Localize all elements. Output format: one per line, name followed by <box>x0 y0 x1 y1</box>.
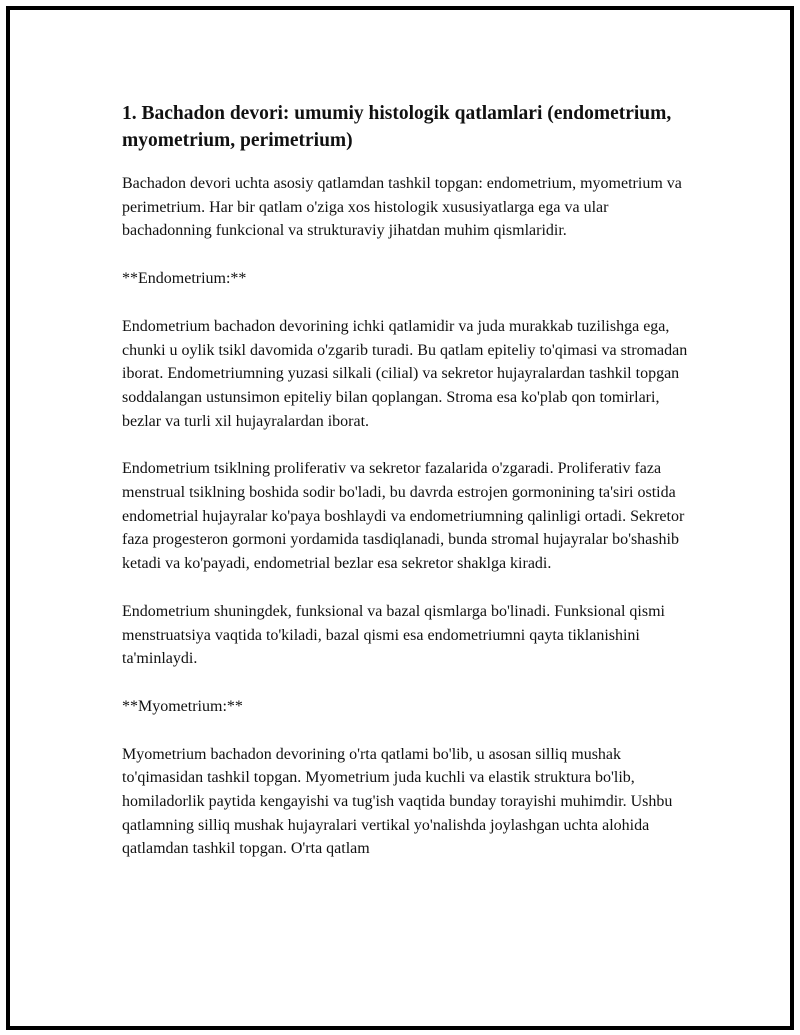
document-title: 1. Bachadon devori: umumiy histologik qatlamlari (endometrium, myometrium, perimetrium) <box>122 103 672 151</box>
endometrium-heading: **Endometrium:** <box>122 270 247 288</box>
endometrium-paragraph-layers: Endometrium shuningdek, funksional va bazal qismlarga bo'linadi. Funksional qismi menstruatsiya vaqtida to'kiladi, bazal qismi esa endometriumni qayta tiklanishini ta'minlaydi. <box>122 602 665 668</box>
intro-paragraph: Bachadon devori uchta asosiy qatlamdan tashkil topgan: endometrium, myometrium va perimetrium. Har bir qatlam o'ziga xos histologik xususiyatlarga ega va ular bachadonning funkcional va strukturaviy jihatdan muhim qismlaridir. <box>122 175 682 240</box>
document-body <box>122 100 697 885</box>
endometrium-paragraph-phases: Endometrium tsiklning proliferativ va sekretor fazalarida o'zgaradi. Proliferativ faza menstrual tsiklning boshida sodir bo'ladi, bu davrda estrojen gormonining ta'siri ostida endometrial hujayralar ko'paya boshlaydi va endometriumning qalinligi ortadi. Sekretor faza progesteron gormoni yordamida tasdiqlanadi, bunda stromal hujayralar bo'shashib ketadi va ko'payadi, endometrial bezlar esa sekretor shaklga kiradi. <box>122 460 685 573</box>
myometrium-heading: **Myometrium:** <box>122 697 243 715</box>
endometrium-paragraph-structure: Endometrium bachadon devorining ichki qatlamidir va juda murakkab tuzilishga ega, chunki u oylik tsikl davomida o'zgarib turadi. Bu qatlam epiteliy to'qimasi va stromadan iborat. Endometriumning yuzasi silkali (cilial) va sekretor hujayralardan tashkil topgan soddalangan ustunsimon epiteliy bilan qoplangan. Stroma esa ko'plab qon tomirlari, bezlar va turli xil hujayralardan iborat. <box>122 317 688 430</box>
myometrium-paragraph: Myometrium bachadon devorining o'rta qatlami bo'lib, u asosan silliq mushak to'qimasidan tashkil topgan. Myometrium juda kuchli va elastik struktura bo'lib, homiladorlik paytida kengayishi va tug'ish vaqtida bunday torayishi muhimdir. Ushbu qatlamning silliq mushak hujayralari vertikal yo'nalishda joylashgan uchta alohida qatlamdan tashkil topgan. O'rta qatlam <box>122 745 673 858</box>
page-frame <box>6 6 794 1030</box>
